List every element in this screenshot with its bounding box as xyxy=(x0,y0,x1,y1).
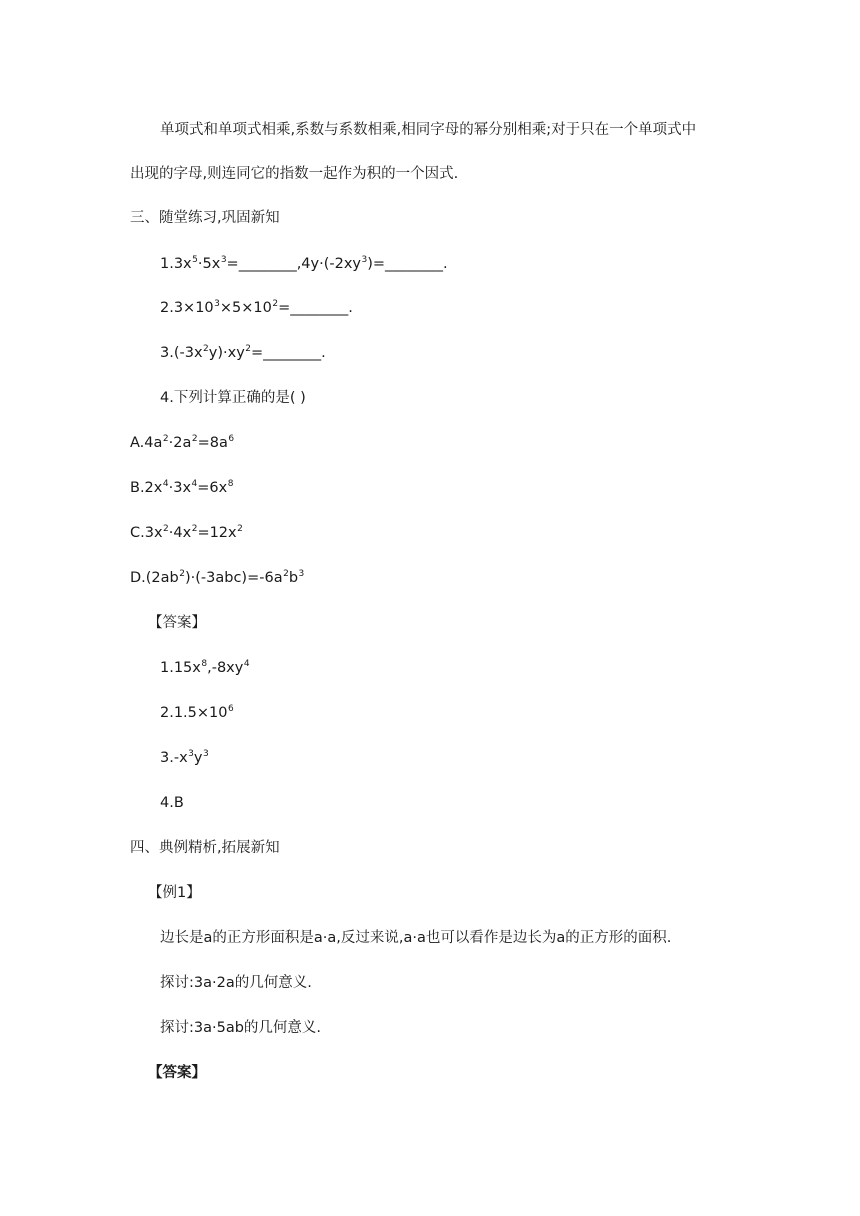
section-3-heading: 三、随堂练习,巩固新知 xyxy=(130,210,280,226)
answer-1: $1.15x^8,-8xy^4$ xyxy=(160,659,250,676)
intro-line-2: 出现的字母,则连同它的指数一起作为积的一个因式. xyxy=(130,166,459,182)
question-3: $3.(-3x^2y)\cdot xy^2=\_\_\_\_\_\_\_\_$. xyxy=(160,344,326,361)
example-paragraph-1: 边长是a的正方形面积是a·a,反过来说,a·a也可以看作是边长为a的正方形的面积. xyxy=(160,930,672,946)
question-1: $1.3x^5\cdot 5x^3=\_\_\_\_\_\_\_\_,4y\cdot(-2xy^3)=\_\_\_\_\_\_\_\_$. xyxy=(160,255,448,272)
question-4: 4.下列计算正确的是( ) xyxy=(160,390,306,406)
option-a: $A.4a^2\cdot 2a^2=8a^6$ xyxy=(130,434,235,451)
option-b: $B.2x^4\cdot 3x^4=6x^8$ xyxy=(130,479,234,496)
section-4-heading: 四、典例精析,拓展新知 xyxy=(130,840,280,856)
answer-label: 【答案】 xyxy=(148,615,206,631)
example-paragraph-2: 探讨:3a·2a的几何意义. xyxy=(160,975,312,991)
example-paragraph-3: 探讨:3a·5ab的几何意义. xyxy=(160,1020,322,1036)
option-c: $C.3x^2\cdot 4x^2=12x^2$ xyxy=(130,524,243,541)
example-answer-label: 【答案】 xyxy=(148,1065,206,1081)
answer-4: 4.B xyxy=(160,795,184,811)
answer-3: $3.-x^3y^3$ xyxy=(160,749,209,766)
answer-2: $2.1.5\times 10^6$ xyxy=(160,704,234,721)
question-2: $2.3\times 10^3\times 5\times 10^2=\_\_\_\_\_\_\_\_$. xyxy=(160,299,353,316)
option-d: $D.(2ab^2)\cdot(-3abc)=-6a^2b^3$ xyxy=(130,569,305,586)
intro-line-1: 单项式和单项式相乘,系数与系数相乘,相同字母的幂分别相乘;对于只在一个单项式中 xyxy=(160,122,697,138)
example-1-label: 【例1】 xyxy=(148,885,201,901)
